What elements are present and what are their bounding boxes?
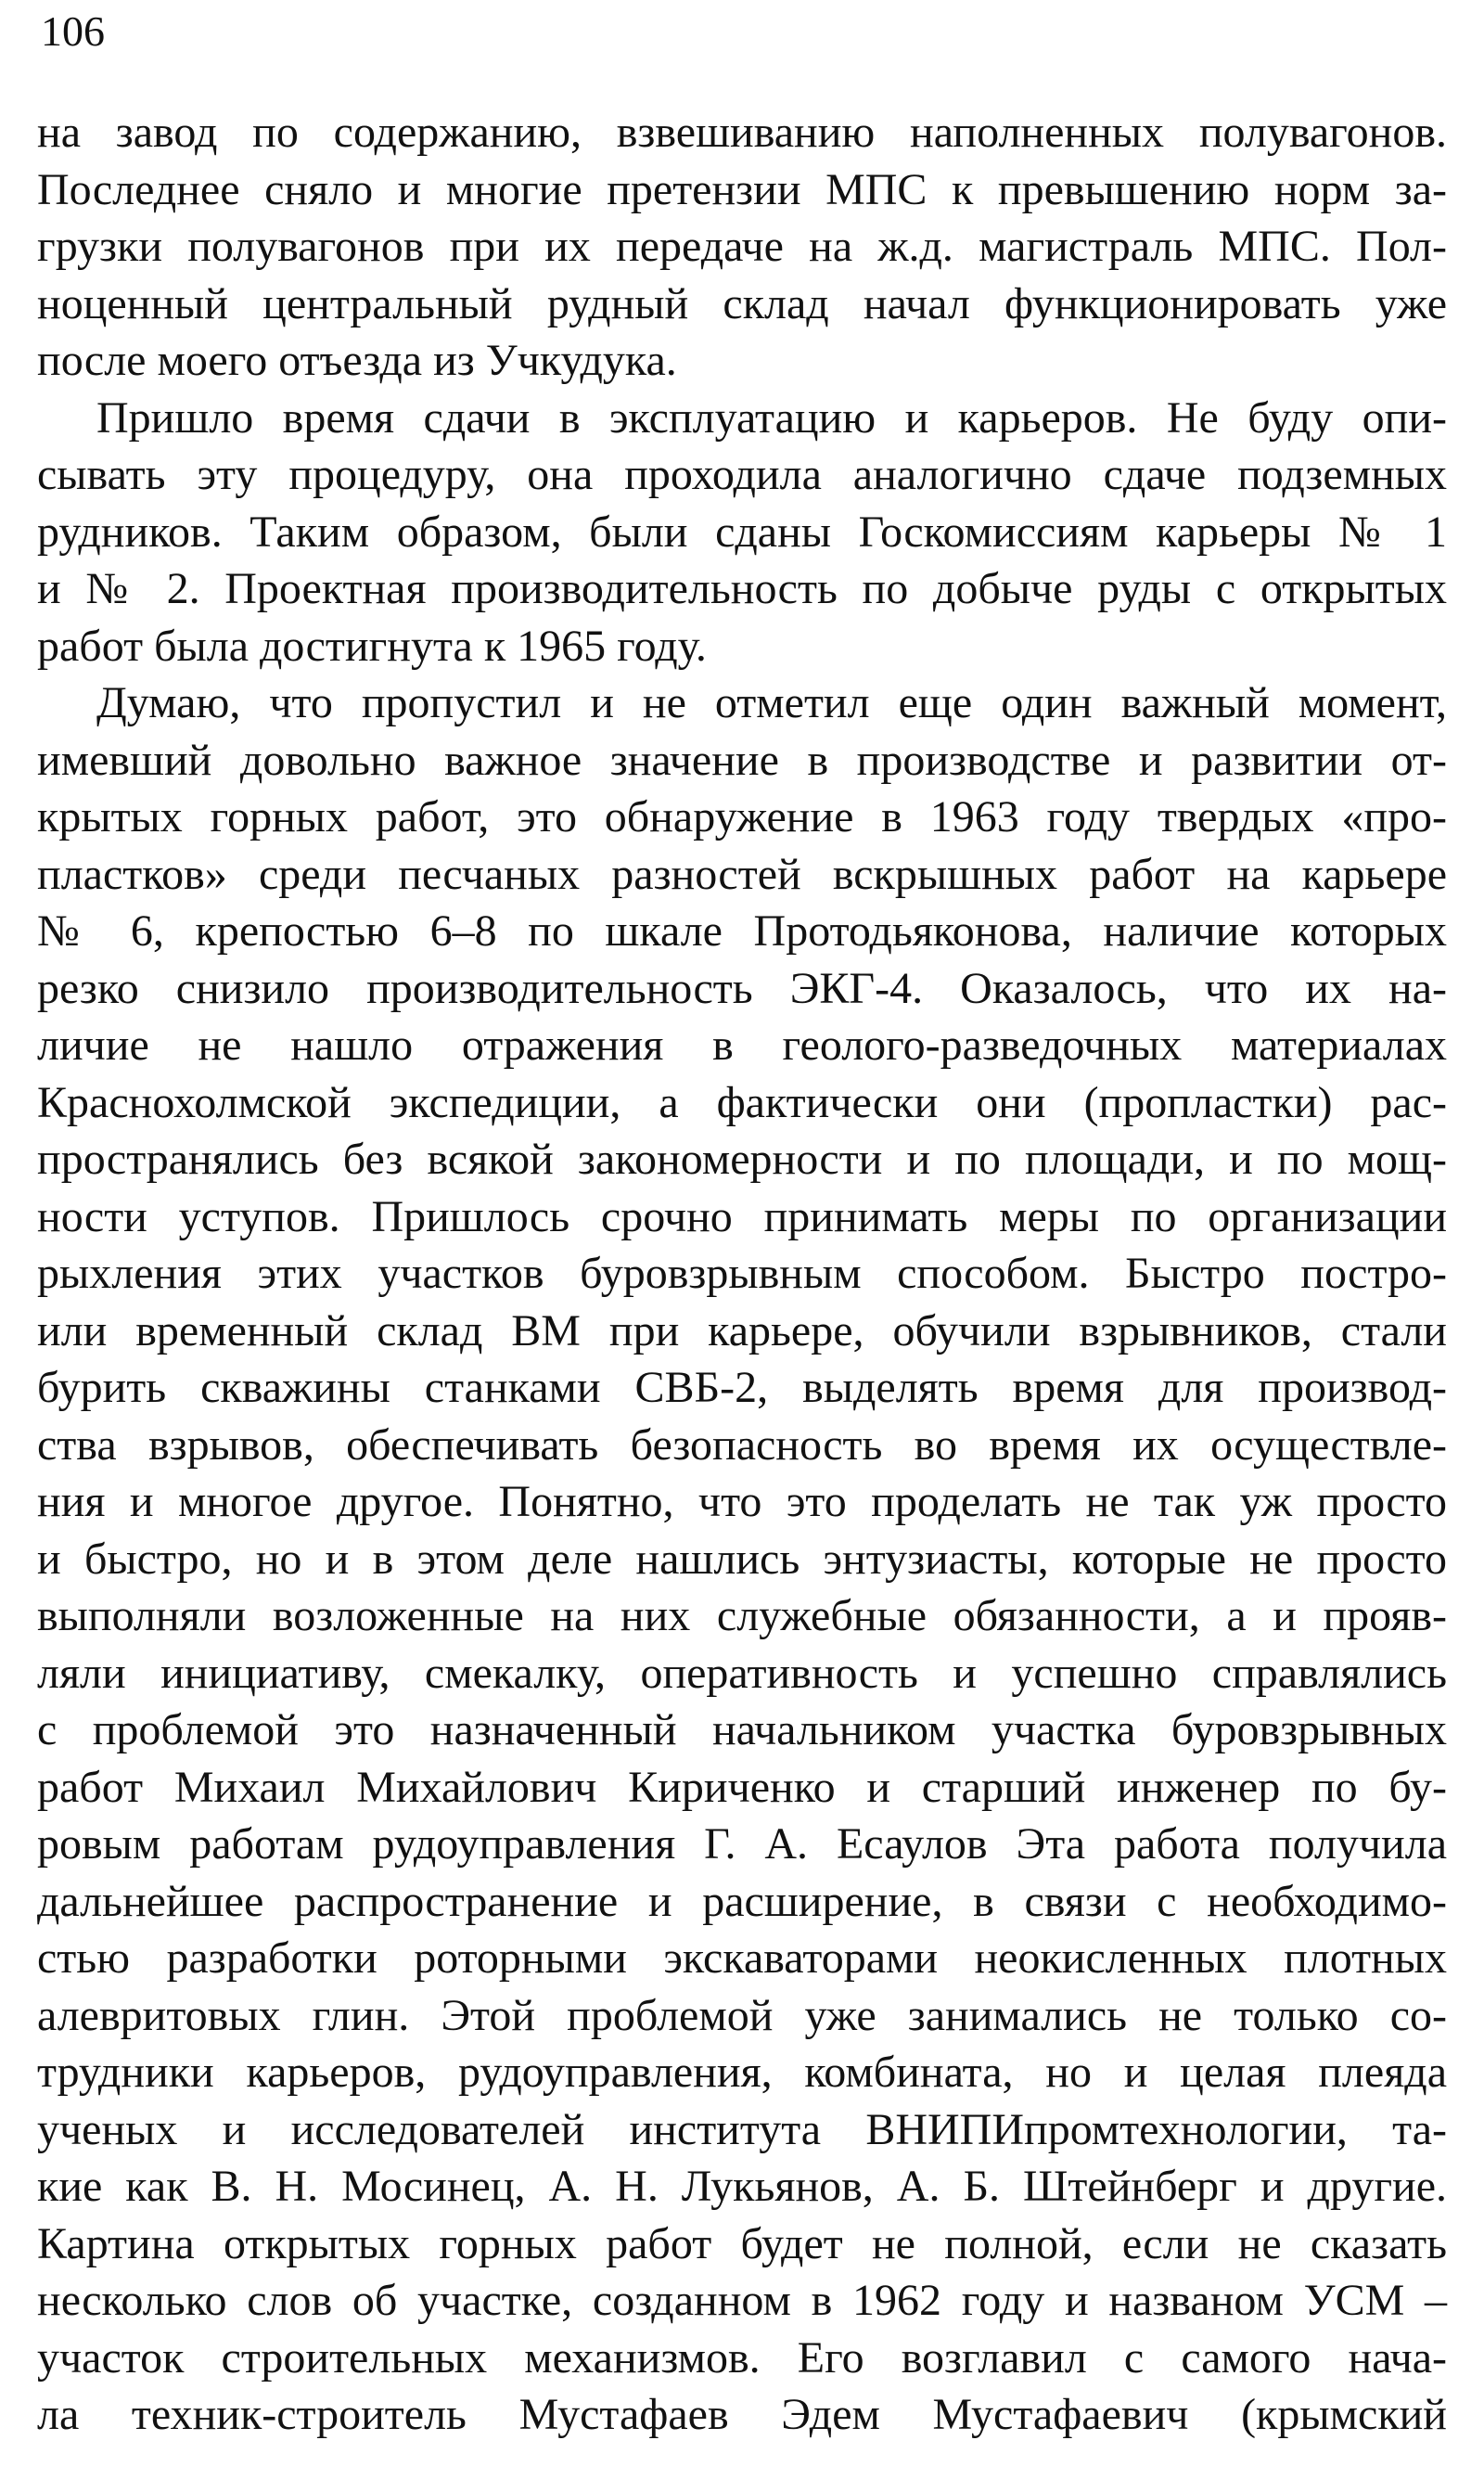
text-line: алевритовых глин. Этой проблемой уже занимались не только со- bbox=[37, 1990, 1447, 2040]
page-number: 106 bbox=[41, 7, 105, 55]
text-line: на завод по содержанию, взвешиванию наполненных полувагонов. bbox=[37, 108, 1447, 157]
text-line: крытых горных работ, это обнаружение в 1963 году твердых «про- bbox=[37, 792, 1447, 841]
text-line: ученых и исследователей института ВНИПИпромтехнологии, та- bbox=[37, 2104, 1447, 2154]
text-line: Картина открытых горных работ будет не полной, если не сказать bbox=[37, 2218, 1447, 2268]
text-line: выполняли возложенные на них служебные обязанности, а и прояв- bbox=[37, 1591, 1447, 1640]
text-line: личие не нашло отражения в геолого-разведочных материалах bbox=[37, 1021, 1447, 1070]
paragraph-4 bbox=[37, 2216, 1447, 2444]
text-line: ности уступов. Пришлось срочно принимать меры по организации bbox=[37, 1191, 1447, 1241]
text-line: и быстро, но и в этом деле нашлись энтузиасты, которые не просто bbox=[37, 1534, 1447, 1584]
book-page bbox=[37, 0, 1447, 2466]
text-line: грузки полувагонов при их передаче на ж.д. магистраль МПС. Пол- bbox=[37, 222, 1447, 271]
text-line: и № 2. Проектная производительность по добыче руды с открытых bbox=[37, 564, 1447, 613]
text-line: бурить скважины станками СВБ-2, выделять время для производ- bbox=[37, 1363, 1447, 1412]
text-line: с проблемой это назначенный начальником участка буровзрывных bbox=[37, 1705, 1447, 1754]
text-line: ляли инициативу, смекалку, оперативность и успешно справлялись bbox=[37, 1648, 1447, 1698]
body-text bbox=[37, 104, 1447, 2444]
text-line: стью разработки роторными экскаваторами неокисленных плотных bbox=[37, 1933, 1447, 1983]
text-line: Последнее сняло и многие претензии МПС к превышению норм за- bbox=[37, 164, 1447, 214]
paragraph-3 bbox=[37, 674, 1447, 2216]
text-line: несколько слов об участке, созданном в 1962 году и названом УСМ – bbox=[37, 2276, 1447, 2325]
text-line: после моего отъезда из Учкудука. bbox=[37, 336, 677, 385]
text-line: пластков» среди песчаных разностей вскрышных работ на карьере bbox=[37, 849, 1447, 899]
text-line: участок строительных механизмов. Его возглавил с самого нача- bbox=[37, 2332, 1447, 2383]
text-line: или временный склад ВМ при карьере, обучили взрывников, стали bbox=[37, 1305, 1447, 1355]
text-line: № 6, крепостью 6–8 по шкале Протодьяконова, наличие которых bbox=[37, 906, 1447, 956]
text-line: ства взрывов, обеспечивать безопасность во время их осуществле- bbox=[37, 1419, 1447, 1470]
text-line: дальнейшее распространение и расширение, в связи с необходимо- bbox=[37, 1876, 1447, 1926]
text-line: ния и многое другое. Понятно, что это проделать не так уж просто bbox=[37, 1477, 1447, 1526]
text-line: резко снизило производительность ЭКГ-4. Оказалось, что их на- bbox=[37, 963, 1447, 1013]
text-line: Думаю, что пропустил и не отметил еще один важный момент, bbox=[96, 678, 1447, 727]
text-line: ла техник-строитель Мустафаев Эдем Мустафаевич (крымский bbox=[37, 2390, 1447, 2439]
text-line: работ была достигнута к 1965 году. bbox=[37, 621, 707, 671]
text-line: трудники карьеров, рудоуправления, комбината, но и целая плеяда bbox=[37, 2048, 1447, 2097]
text-line: ровым работам рудоуправления Г. А. Есаулов Эта работа получила bbox=[37, 1819, 1447, 1869]
text-line: сывать эту процедуру, она проходила аналогично сдаче подземных bbox=[37, 450, 1447, 499]
text-line: пространялись без всякой закономерности и по площади, и по мощ- bbox=[37, 1135, 1447, 1184]
text-line: Пришло время сдачи в эксплуатацию и карьеров. Не буду опи- bbox=[96, 392, 1447, 443]
paragraph-2 bbox=[37, 390, 1447, 675]
text-line: кие как В. Н. Мосинец, А. Н. Лукьянов, А. Б. Штейнберг и другие. bbox=[37, 2162, 1447, 2211]
text-line: ноценный центральный рудный склад начал функционировать уже bbox=[37, 278, 1447, 328]
text-line: Краснохолмской экспедиции, а фактически они (пропластки) рас- bbox=[37, 1077, 1447, 1127]
text-line: работ Михаил Михайлович Кириченко и старший инженер по бу- bbox=[37, 1762, 1447, 1812]
text-line: имевший довольно важное значение в производстве и развитии от- bbox=[37, 735, 1447, 785]
paragraph-1 bbox=[37, 104, 1447, 390]
text-line: рыхления этих участков буровзрывным способом. Быстро постро- bbox=[37, 1249, 1447, 1298]
text-line: рудников. Таким образом, были сданы Госкомиссиям карьеры № 1 bbox=[37, 507, 1447, 557]
